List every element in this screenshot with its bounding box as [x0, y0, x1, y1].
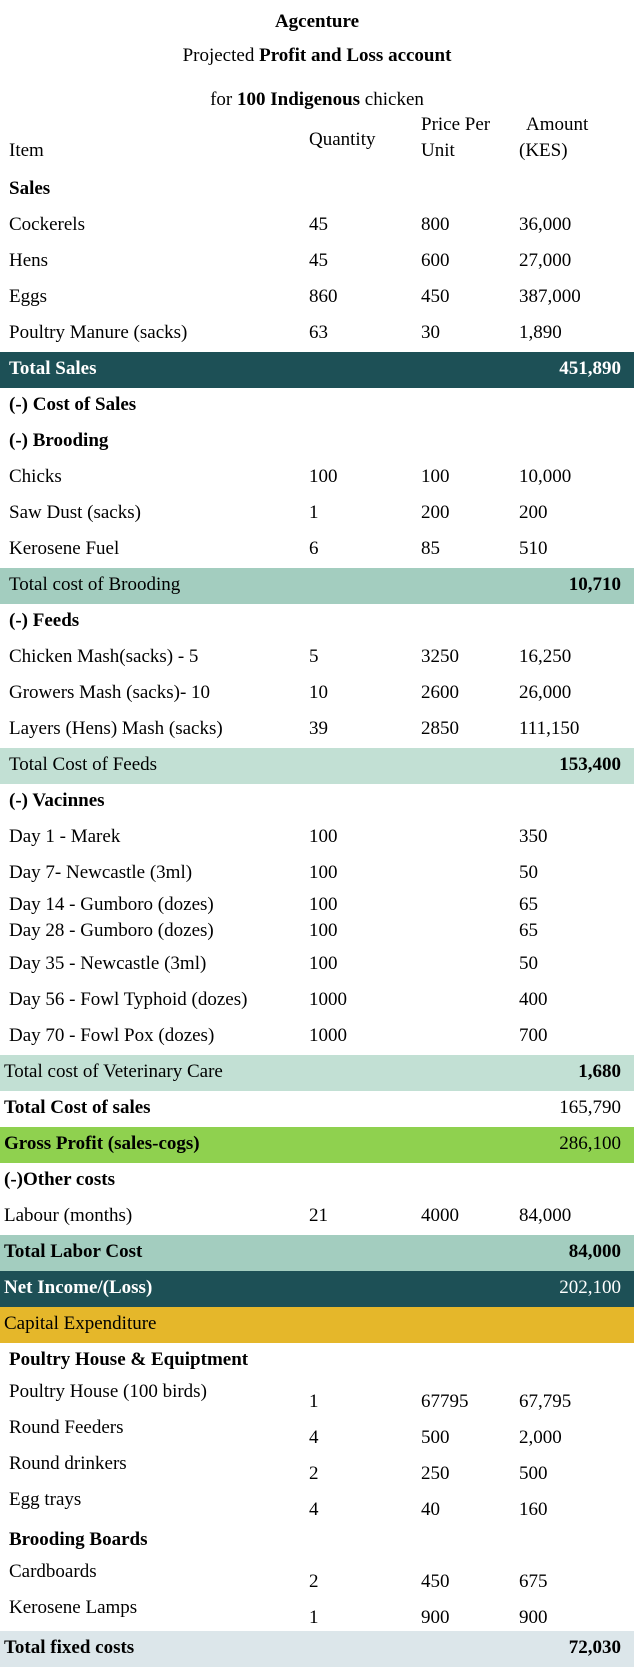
row-total: 165,790: [559, 1097, 621, 1118]
row-quantity: 21: [309, 1205, 328, 1226]
table-row: [0, 983, 634, 1019]
row-quantity: 1000: [309, 1025, 347, 1046]
row-amount: 50: [519, 953, 538, 974]
row-label: Gross Profit (sales-cogs): [4, 1133, 200, 1154]
row-quantity: 100: [309, 862, 338, 883]
row-label: Cockerels: [9, 214, 85, 235]
table-row: [0, 1595, 634, 1631]
row-quantity: 100: [309, 894, 338, 915]
row-price: 600: [421, 250, 450, 271]
row-quantity: 100: [309, 466, 338, 487]
row-quantity: 1: [309, 1607, 319, 1628]
row-label: Capital Expenditure: [4, 1313, 157, 1334]
table-row: [0, 856, 634, 892]
row-quantity: 100: [309, 953, 338, 974]
total-row: [0, 568, 634, 604]
row-total: 84,000: [568, 1241, 621, 1262]
report-subtitle: for 100 Indigenous chicken: [210, 89, 424, 110]
row-quantity: 860: [309, 286, 338, 307]
row-total: 202,100: [559, 1277, 621, 1298]
row-quantity: 100: [309, 920, 338, 941]
row-amount: 16,250: [519, 646, 572, 667]
row-quantity: 6: [309, 538, 319, 559]
row-price: 900: [421, 1607, 450, 1628]
table-row: [0, 820, 634, 856]
row-amount: 675: [519, 1571, 548, 1592]
row-total: 451,890: [559, 358, 621, 379]
row-label: Brooding Boards: [9, 1529, 148, 1550]
table-row: [0, 316, 634, 352]
row-label: Total Cost of Feeds: [9, 754, 158, 775]
column-header-price: Price Per Unit: [421, 114, 491, 161]
row-label: Kerosene Lamps: [9, 1597, 138, 1618]
row-label: Total cost of Veterinary Care: [4, 1061, 223, 1082]
section-header: [0, 784, 634, 820]
row-price: 30: [421, 322, 440, 343]
table-row: [0, 1379, 634, 1415]
section-header: [0, 1343, 634, 1379]
row-label: Day 56 - Fowl Typhoid (dozes): [9, 989, 248, 1010]
row-quantity: 45: [309, 214, 328, 235]
row-label: Poultry Manure (sacks): [9, 322, 188, 343]
row-amount: 900: [519, 1607, 548, 1628]
row-label: Kerosene Fuel: [9, 538, 120, 559]
row-quantity: 100: [309, 826, 338, 847]
table-row: [0, 1559, 634, 1595]
row-label: Hens: [9, 250, 49, 271]
total-row: [0, 1127, 634, 1163]
row-quantity: 1: [309, 502, 319, 523]
company-name: Agcenture: [274, 11, 360, 32]
row-price: 800: [421, 214, 450, 235]
total-row: [0, 1271, 634, 1307]
row-amount: 10,000: [519, 466, 572, 487]
row-label: (-) Brooding: [9, 430, 109, 451]
column-header-quantity: Quantity: [309, 129, 376, 150]
row-label: Cardboards: [9, 1561, 97, 1582]
table-row: [0, 496, 634, 532]
total-row: [0, 748, 634, 784]
row-label: Net Income/(Loss): [4, 1277, 153, 1298]
row-quantity: 39: [309, 718, 328, 739]
row-amount: 200: [519, 502, 548, 523]
table-row: [0, 918, 634, 948]
row-label: Sales: [9, 178, 51, 199]
row-label: Poultry House & Equiptment: [9, 1349, 249, 1370]
row-label: Poultry House (100 birds): [9, 1381, 207, 1402]
row-quantity: 4: [309, 1427, 319, 1448]
row-amount: 700: [519, 1025, 548, 1046]
row-label: Chicks: [9, 466, 62, 487]
row-label: Total cost of Brooding: [9, 574, 181, 595]
row-label: Saw Dust (sacks): [9, 502, 141, 523]
row-amount: 350: [519, 826, 548, 847]
row-amount: 387,000: [519, 286, 581, 307]
row-price: 200: [421, 502, 450, 523]
row-price: 250: [421, 1463, 450, 1484]
row-label: Day 7- Newcastle (3ml): [9, 862, 193, 883]
row-amount: 36,000: [519, 214, 572, 235]
table-row: [0, 244, 634, 280]
table-row: [0, 712, 634, 748]
table-row: [0, 676, 634, 712]
section-header: [0, 424, 634, 460]
row-total: 153,400: [559, 754, 621, 775]
table-row: [0, 460, 634, 496]
column-header-amount: Amount (KES): [519, 114, 589, 161]
total-row: [0, 1235, 634, 1271]
row-price: 2850: [421, 718, 459, 739]
total-row: [0, 1055, 634, 1091]
row-label: Day 14 - Gumboro (dozes): [9, 894, 214, 915]
table-row: [0, 1199, 634, 1235]
row-amount: 160: [519, 1499, 548, 1520]
row-price: 2600: [421, 682, 459, 703]
row-label: (-) Vacinnes: [9, 790, 105, 811]
table-row: [0, 532, 634, 568]
table-row: [0, 280, 634, 316]
row-price: 3250: [421, 646, 459, 667]
row-amount: 510: [519, 538, 548, 559]
row-label: Labour (months): [4, 1205, 133, 1226]
row-amount: 50: [519, 862, 538, 883]
row-label: Chicken Mash(sacks) - 5: [9, 646, 199, 667]
row-quantity: 1000: [309, 989, 347, 1010]
row-quantity: 4: [309, 1499, 319, 1520]
row-total: 72,030: [568, 1637, 621, 1658]
row-label: (-)Other costs: [4, 1169, 115, 1190]
table-row: [0, 1307, 634, 1343]
row-quantity: 5: [309, 646, 319, 667]
row-label: Layers (Hens) Mash (sacks): [9, 718, 223, 739]
table-row: [0, 1451, 634, 1487]
row-quantity: 10: [309, 682, 328, 703]
row-label: Total Labor Cost: [4, 1241, 143, 1262]
table-row: [0, 892, 634, 918]
row-amount: 67,795: [519, 1391, 572, 1412]
row-label: Growers Mash (sacks)- 10: [9, 682, 211, 703]
row-quantity: 2: [309, 1571, 319, 1592]
row-quantity: 2: [309, 1463, 319, 1484]
row-amount: 400: [519, 989, 548, 1010]
row-label: (-) Feeds: [9, 610, 80, 631]
row-label: Round drinkers: [9, 1453, 127, 1474]
row-label: Day 28 - Gumboro (dozes): [9, 920, 214, 941]
column-header-item: Item: [9, 140, 44, 161]
table-row: [0, 1019, 634, 1055]
row-quantity: 1: [309, 1391, 319, 1412]
row-amount: 500: [519, 1463, 548, 1484]
row-label: Total fixed costs: [4, 1637, 135, 1658]
row-label: Total Cost of sales: [4, 1097, 151, 1118]
section-header: [0, 1163, 634, 1199]
row-amount: 65: [519, 894, 538, 915]
row-label: (-) Cost of Sales: [9, 394, 137, 415]
table-row: [0, 640, 634, 676]
report-title: Projected Profit and Loss account: [182, 45, 452, 66]
row-total: 10,710: [568, 574, 621, 595]
row-label: Day 1 - Marek: [9, 826, 121, 847]
row-amount: 84,000: [519, 1205, 572, 1226]
row-quantity: 45: [309, 250, 328, 271]
row-amount: 26,000: [519, 682, 572, 703]
row-price: 40: [421, 1499, 440, 1520]
total-row: [0, 1091, 634, 1127]
row-total: 286,100: [559, 1133, 621, 1154]
row-label: Egg trays: [9, 1489, 82, 1510]
row-amount: 2,000: [519, 1427, 562, 1448]
row-label: Day 35 - Newcastle (3ml): [9, 953, 207, 974]
row-price: 450: [421, 286, 450, 307]
row-amount: 27,000: [519, 250, 572, 271]
section-header: [0, 1523, 634, 1559]
section-header: [0, 604, 634, 640]
section-header: [0, 388, 634, 424]
row-label: Round Feeders: [9, 1417, 124, 1438]
row-amount: 1,890: [519, 322, 562, 343]
total-row: [0, 352, 634, 388]
table-row: [0, 1487, 634, 1523]
row-label: Day 70 - Fowl Pox (dozes): [9, 1025, 215, 1046]
row-price: 450: [421, 1571, 450, 1592]
section-header: [0, 172, 634, 208]
row-amount: 111,150: [519, 718, 580, 739]
total-row: [0, 1631, 634, 1667]
table-row: [0, 947, 634, 983]
row-label: Eggs: [9, 286, 47, 307]
row-price: 4000: [421, 1205, 459, 1226]
row-price: 67795: [421, 1391, 469, 1412]
row-label: Total Sales: [9, 358, 97, 379]
row-price: 85: [421, 538, 440, 559]
table-row: [0, 1415, 634, 1451]
row-price: 500: [421, 1427, 450, 1448]
row-price: 100: [421, 466, 450, 487]
row-quantity: 63: [309, 322, 328, 343]
row-amount: 65: [519, 920, 538, 941]
table-row: [0, 208, 634, 244]
row-total: 1,680: [578, 1061, 621, 1082]
